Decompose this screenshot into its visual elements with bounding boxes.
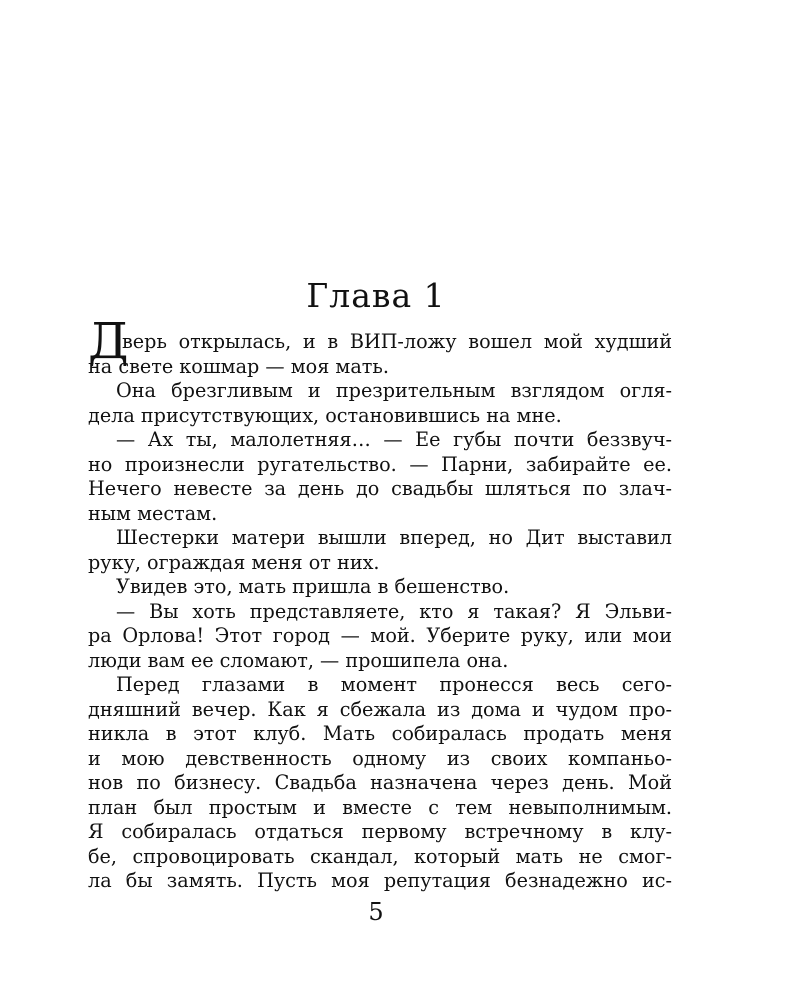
paragraph-line: ла бы замять. Пусть моя репутация безнадежно ис-	[88, 869, 672, 892]
paragraph-line: нов по бизнесу. Свадьба назначена через день. Мой	[88, 771, 672, 794]
paragraph-line: Шестерки матери вышли вперед, но Дит выставил	[116, 526, 672, 549]
paragraph-line: на свете кошмар — моя мать.	[88, 354, 389, 378]
paragraph-line: Перед глазами в момент пронесся весь сего-	[116, 673, 672, 696]
paragraph-line: руку, ограждая меня от них.	[88, 550, 380, 574]
paragraph-line: Я собиралась отдаться первому встречному в клу-	[88, 820, 672, 843]
paragraph-line: и мою девственность одному из своих компаньо-	[88, 746, 672, 770]
drop-cap: Д	[88, 312, 129, 370]
paragraph-line: — Ах ты, малолетняя… — Ее губы почти беззвуч-	[116, 428, 672, 451]
paragraph-line: дела присутствующих, остановившись на мне.	[88, 403, 562, 427]
paragraph-line: никла в этот клуб. Мать собиралась продать меня	[88, 722, 672, 745]
paragraph-line: Увидев это, мать пришла в бешенство.	[116, 575, 510, 598]
paragraph-line: Нечего невесте за день до свадьбы шляться по злач-	[88, 477, 672, 500]
paragraph-line: Она брезгливым и презрительным взглядом огля-	[116, 379, 672, 402]
paragraph-line: ра Орлова! Этот город — мой. Уберите руку, или мои	[88, 624, 672, 647]
line-text: верь открылась, и в ВИП-ложу вошел мой худший	[122, 330, 672, 353]
paragraph-line: но произнесли ругательство. — Парни, забирайте ее.	[88, 452, 672, 476]
page-number: 5	[368, 898, 384, 926]
paragraph-line: дняшний вечер. Как я сбежала из дома и чудом про-	[88, 697, 672, 721]
paragraph-line: план был простым и вместе с тем невыполнимым.	[88, 795, 672, 819]
paragraph-line: — Вы хоть представляете, кто я такая? Я Эльви-	[116, 599, 672, 623]
chapter-body	[88, 312, 672, 894]
paragraph-line: ным местам.	[88, 501, 218, 525]
chapter-title: Глава 1	[306, 276, 446, 315]
paragraph-line: бе, спровоцировать скандал, который мать не смог-	[88, 844, 672, 868]
paragraph-line: люди вам ее сломают, — прошипела она.	[88, 648, 509, 672]
